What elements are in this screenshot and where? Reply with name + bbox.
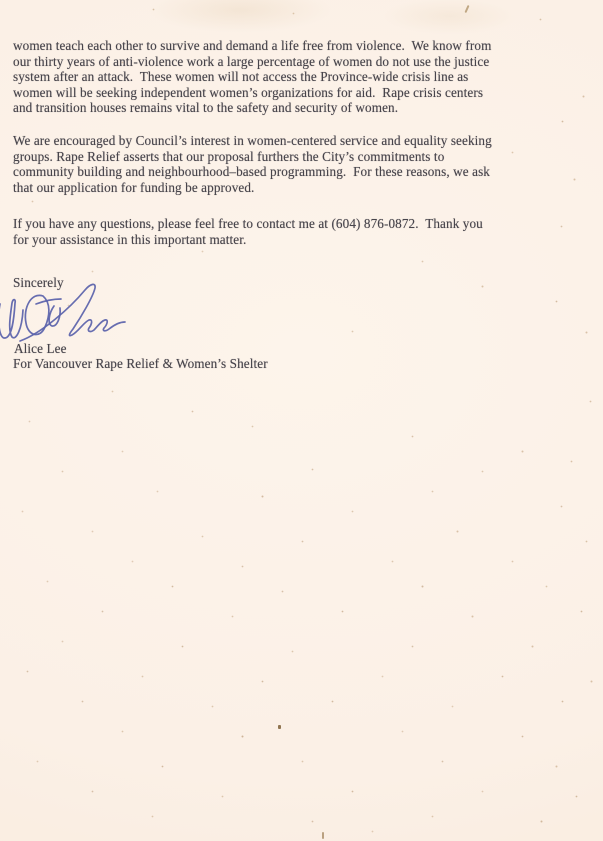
scan-artifact-mark [278, 725, 281, 729]
signature-stroke [0, 300, 23, 338]
scan-artifact-mark [464, 5, 469, 13]
body-paragraph-2 [13, 133, 563, 195]
letter-line: women will be seeking independent women’s organizations for aid. Rape crisis centers [13, 84, 484, 100]
letter-line: If you have any questions, please feel free to contact me at (604) 876-0872. Thank you [13, 216, 483, 231]
letter-line: We are encouraged by Council’s interest in women-centered service and equality seeking [13, 133, 492, 148]
letter-line: women teach each other to survive and demand a life free from violence. We know from [13, 38, 492, 53]
body-paragraph-1 [13, 38, 563, 116]
alice-lee-signature-icon [0, 280, 136, 344]
paper-speckle-texture [0, 0, 1, 1]
letter-line: our thirty years of anti-violence work a large percentage of women do not use the justice [13, 53, 490, 69]
letter-line: community building and neighbourhood–based programming. For these reasons, we ask [13, 164, 491, 180]
letter-line: that our application for funding be approved. [13, 179, 255, 195]
signer-organization: For Vancouver Rape Relief & Women’s Shelter [13, 356, 268, 371]
signature-stroke [20, 284, 125, 341]
letter-line: groups. Rape Relief asserts that our proposal furthers the City’s commitments to [13, 148, 445, 164]
body-paragraph-3 [13, 216, 563, 247]
letter-line: for your assistance in this important matter. [13, 231, 247, 247]
letter-line: system after an attack. These women will not access the Province-wide crisis line as [13, 69, 469, 85]
scan-artifact-mark [322, 832, 324, 839]
closing-salutation: Sincerely [13, 275, 64, 290]
signer-name: Alice Lee [14, 341, 67, 356]
letter-line: and transition houses remains vital to the safety and security of women. [13, 100, 399, 116]
